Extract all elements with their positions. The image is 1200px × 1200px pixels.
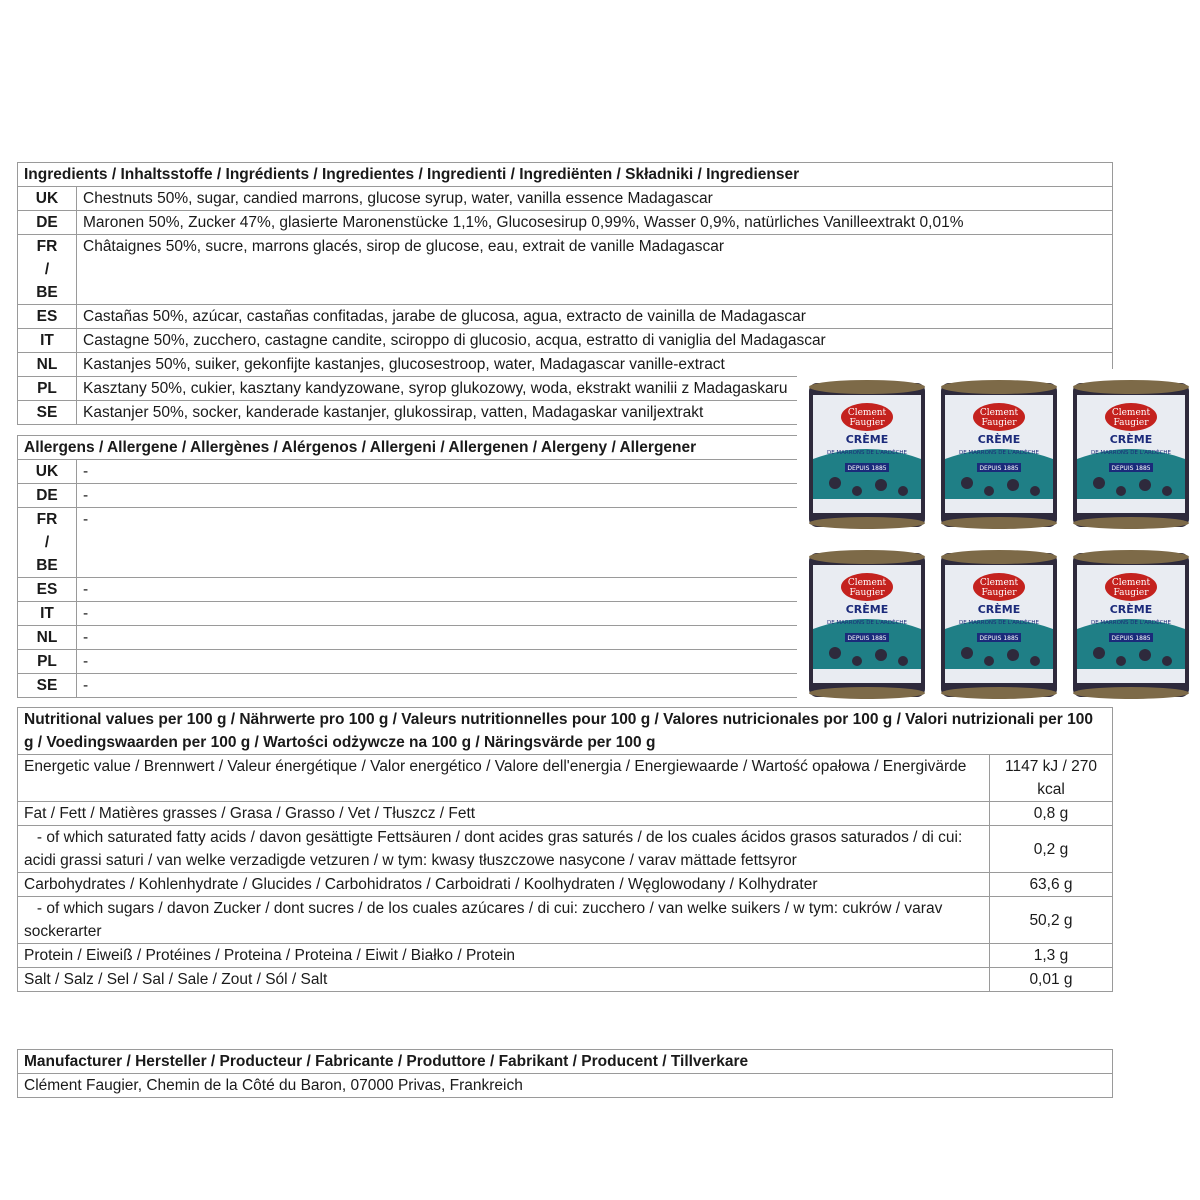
manufacturer-header: Manufacturer / Hersteller / Producteur / Fabricante / Produttore / Fabrikant / Producent / Tillverkare	[18, 1050, 1113, 1074]
ingredient-row-text: Kastanjer 50%, socker, kanderade kastanjer, glukossirap, vatten, Madagaskar vaniljextrakt	[77, 401, 1113, 425]
brand-line-1: Clement	[1111, 578, 1151, 588]
nutrient-value: 0,01 g	[990, 968, 1113, 992]
nutrient-value: 0,8 g	[990, 802, 1113, 826]
allergen-row	[18, 650, 807, 674]
language-code: IT	[18, 329, 77, 353]
allergen-row-text: -	[77, 508, 807, 578]
nutrient-value: 0,2 g	[990, 826, 1113, 873]
product-line-1: CRÈME	[1109, 433, 1153, 446]
brand-line-1: Clement	[1111, 408, 1151, 418]
language-code: SE	[18, 674, 77, 698]
language-code: UK	[18, 460, 77, 484]
ingredient-row-text: Châtaignes 50%, sucre, marrons glacés, sirop de glucose, eau, extrait de vanille Madagascar	[77, 235, 1113, 305]
chestnut-cream-can	[937, 379, 1061, 531]
product-line-2: DE MARRONS DE L'ARDÈCHE	[1090, 620, 1172, 626]
brand-line-1: Clement	[847, 408, 887, 418]
nutrition-row	[18, 802, 1113, 826]
ingredient-row	[18, 211, 1113, 235]
chestnut-cream-can	[805, 379, 929, 531]
ingredient-row	[18, 329, 1113, 353]
nutrient-label: Salt / Salz / Sel / Sal / Sale / Zout / Sól / Salt	[18, 968, 990, 992]
can-graphic	[805, 379, 929, 531]
allergen-row	[18, 460, 807, 484]
ingredient-row-text: Kastanjes 50%, suiker, gekonfijte kastanjes, glucosestroop, water, Madagascar vanille-extract	[77, 353, 1113, 377]
since-text: DEPUIS 1885	[847, 635, 887, 642]
nutrition-row	[18, 826, 1113, 873]
since-text: DEPUIS 1885	[847, 465, 887, 472]
chestnut-cream-can	[1069, 379, 1193, 531]
allergen-row	[18, 626, 807, 650]
nutrient-value: 1,3 g	[990, 944, 1113, 968]
allergens-table	[17, 435, 807, 698]
since-text: DEPUIS 1885	[1111, 465, 1151, 472]
brand-line-2: Faugier	[849, 588, 885, 598]
nutrition-row	[18, 755, 1113, 802]
product-line-1: CRÈME	[977, 433, 1021, 446]
allergen-row-text: -	[77, 460, 807, 484]
nutrition-row	[18, 968, 1113, 992]
language-code: PL	[18, 650, 77, 674]
allergen-row-text: -	[77, 578, 807, 602]
allergen-row	[18, 484, 807, 508]
product-line-1: CRÈME	[977, 603, 1021, 616]
product-line-1: CRÈME	[845, 603, 889, 616]
ingredient-row	[18, 305, 1113, 329]
language-code: ES	[18, 305, 77, 329]
nutrition-header: Nutritional values per 100 g / Nährwerte pro 100 g / Valeurs nutritionnelles pour 100 g / Valores nutricionales por 100 g / Valori nutrizionali per 100 g / Voedingswaarden per 100 g / Wartości odżywcze na 100 g / Näringsvärde per 100 g	[18, 708, 1113, 755]
language-code: NL	[18, 353, 77, 377]
ingredients-header: Ingredients / Inhaltsstoffe / Ingrédients / Ingredientes / Ingredienti / Ingrediënten / Składniki / Ingredienser	[18, 163, 1113, 187]
chestnut-cream-can	[805, 549, 929, 701]
language-code: SE	[18, 401, 77, 425]
ingredient-row-text: Castagne 50%, zucchero, castagne candite, sciroppo di glucosio, acqua, estratto di vaniglia del Madagascar	[77, 329, 1113, 353]
allergen-row	[18, 578, 807, 602]
brand-line-1: Clement	[979, 578, 1019, 588]
brand-line-2: Faugier	[1113, 588, 1149, 598]
ingredient-row	[18, 235, 1113, 305]
nutrition-row	[18, 944, 1113, 968]
nutrition-row	[18, 873, 1113, 897]
nutrition-row	[18, 897, 1113, 944]
manufacturer-table	[17, 1049, 1113, 1098]
allergen-row-text: -	[77, 602, 807, 626]
chestnut-cream-can	[1069, 549, 1193, 701]
product-line-1: CRÈME	[1109, 603, 1153, 616]
brand-line-2: Faugier	[849, 418, 885, 428]
language-code: IT	[18, 602, 77, 626]
nutrient-label: Fat / Fett / Matières grasses / Grasa / Grasso / Vet / Tłuszcz / Fett	[18, 802, 990, 826]
nutrient-label: Energetic value / Brennwert / Valeur énergétique / Valor energético / Valore dell'energia / Energiewaarde / Wartość opałowa / Energivärde	[18, 755, 990, 802]
language-code: PL	[18, 377, 77, 401]
product-line-1: CRÈME	[845, 433, 889, 446]
manufacturer-address: Clément Faugier, Chemin de la Côté du Baron, 07000 Privas, Frankreich	[18, 1074, 1113, 1098]
allergen-row-text: -	[77, 626, 807, 650]
chestnut-cream-can	[937, 549, 1061, 701]
brand-line-1: Clement	[847, 578, 887, 588]
allergen-row	[18, 508, 807, 578]
ingredient-row-text: Kasztany 50%, cukier, kasztany kandyzowane, syrop glukozowy, woda, ekstrakt wanilii z Madagaskaru	[77, 377, 1113, 401]
since-text: DEPUIS 1885	[979, 465, 1019, 472]
language-code: UK	[18, 187, 77, 211]
product-line-2: DE MARRONS DE L'ARDÈCHE	[826, 620, 908, 626]
can-graphic	[1069, 379, 1193, 531]
nutrient-label: Carbohydrates / Kohlenhydrate / Glucides / Carbohidratos / Carboidrati / Koolhydraten / Węglowodany / Kolhydrater	[18, 873, 990, 897]
can-graphic	[937, 549, 1061, 701]
allergen-row	[18, 602, 807, 626]
ingredient-row-text: Castañas 50%, azúcar, castañas confitadas, jarabe de glucosa, agua, extracto de vainilla de Madagascar	[77, 305, 1113, 329]
ingredient-row-text: Chestnuts 50%, sugar, candied marrons, glucose syrup, water, vanilla essence Madagascar	[77, 187, 1113, 211]
product-cans-image	[797, 369, 1200, 699]
language-code: FR / BE	[18, 508, 77, 578]
ingredient-row-text: Maronen 50%, Zucker 47%, glasierte Maronenstücke 1,1%, Glucosesirup 0,99%, Wasser 0,9%, natürliches Vanilleextrakt 0,01%	[77, 211, 1113, 235]
ingredient-row	[18, 187, 1113, 211]
since-text: DEPUIS 1885	[979, 635, 1019, 642]
nutrient-label: - of which sugars / davon Zucker / dont sucres / de los cuales azúcares / di cui: zucchero / van welke suikers / w tym: cukrów / varav sockerarter	[18, 897, 990, 944]
nutrition-table	[17, 707, 1113, 992]
brand-line-2: Faugier	[1113, 418, 1149, 428]
language-code: FR / BE	[18, 235, 77, 305]
brand-line-2: Faugier	[981, 418, 1017, 428]
allergen-row-text: -	[77, 650, 807, 674]
since-text: DEPUIS 1885	[1111, 635, 1151, 642]
can-graphic	[1069, 549, 1193, 701]
language-code: NL	[18, 626, 77, 650]
language-code: DE	[18, 484, 77, 508]
allergen-row-text: -	[77, 484, 807, 508]
brand-line-2: Faugier	[981, 588, 1017, 598]
allergens-header: Allergens / Allergene / Allergènes / Alérgenos / Allergeni / Allergenen / Alergeny / Allergener	[18, 436, 807, 460]
can-graphic	[937, 379, 1061, 531]
product-line-2: DE MARRONS DE L'ARDÈCHE	[826, 450, 908, 456]
allergen-row-text: -	[77, 674, 807, 698]
product-line-2: DE MARRONS DE L'ARDÈCHE	[958, 620, 1040, 626]
nutrient-label: - of which saturated fatty acids / davon gesättigte Fettsäuren / dont acides gras saturés / de los cuales ácidos grasos saturados / di cui: acidi grassi saturi / van welke verzadigde vetzuren / w tym: kwasy tłuszczowe nasycone / varav mättade fettsyror	[18, 826, 990, 873]
brand-line-1: Clement	[979, 408, 1019, 418]
nutrient-value: 63,6 g	[990, 873, 1113, 897]
nutrient-value: 1147 kJ / 270 kcal	[990, 755, 1113, 802]
nutrient-value: 50,2 g	[990, 897, 1113, 944]
language-code: ES	[18, 578, 77, 602]
language-code: DE	[18, 211, 77, 235]
product-line-2: DE MARRONS DE L'ARDÈCHE	[1090, 450, 1172, 456]
nutrient-label: Protein / Eiweiß / Protéines / Proteina / Proteina / Eiwit / Białko / Protein	[18, 944, 990, 968]
allergen-row	[18, 674, 807, 698]
can-graphic	[805, 549, 929, 701]
product-line-2: DE MARRONS DE L'ARDÈCHE	[958, 450, 1040, 456]
